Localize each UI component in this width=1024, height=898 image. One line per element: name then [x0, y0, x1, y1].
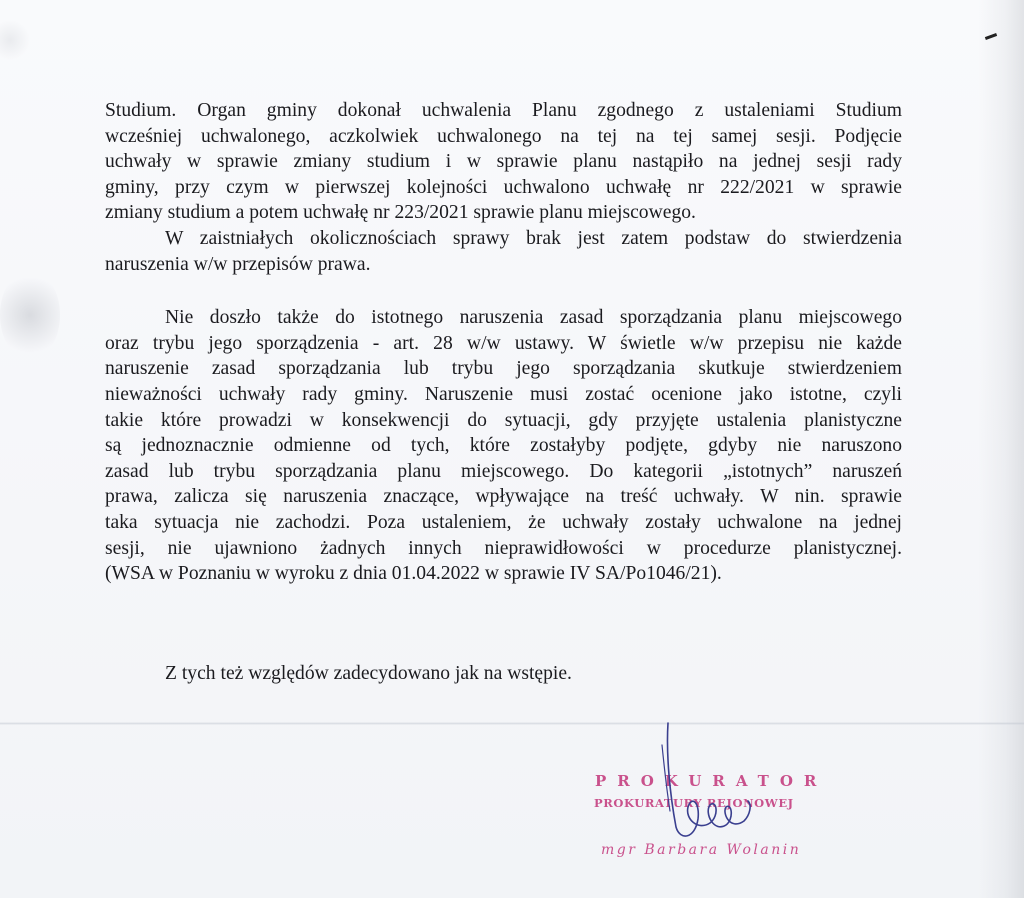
scan-smudge — [0, 20, 30, 60]
text-line: gminy, przy czym w pierwszej kolejności uchwalono uchwałę nr 222/2021 w sprawie — [105, 176, 902, 198]
stamp-name: mgr Barbara Wolanin — [601, 842, 802, 858]
text-line: Nie doszło także do istotnego naruszenia zasad sporządzania planu miejscowego — [165, 307, 902, 329]
closing-sentence: Z tych też względów zadecydowano jak na wstępie. — [165, 663, 572, 684]
paper-fold-line — [0, 722, 1024, 725]
text-line: uchwały w sprawie zmiany studium i w sprawie planu nastąpiło na jednej sesji rady — [105, 151, 902, 173]
text-line: oraz trybu jego sporządzenia - art. 28 w/w ustawy. W świetle w/w przepisu nie każde — [105, 332, 902, 354]
text-line: naruszenie zasad sporządzania lub trybu jego sporządzania skutkuje stwierdzeniem — [105, 358, 902, 380]
text-line: nieważności uchwały rady gminy. Naruszenie musi zostać ocenione jako istotne, czyli — [105, 383, 902, 405]
text-line: takie które prowadzi w konsekwencji do sytuacji, gdy przyjęte ustalenia planistyczne — [105, 409, 902, 431]
handwritten-signature — [640, 715, 780, 845]
scan-smudge — [0, 270, 60, 360]
paragraph-conclusion — [105, 226, 902, 277]
text-line: wcześniej uchwalonego, aczkolwiek uchwalonego na tej na tej samej sesji. Podjęcie — [105, 125, 902, 147]
stamp-office: PROKURATURY REJONOWEJ — [594, 796, 794, 810]
text-line: W zaistniałych okolicznościach sprawy brak jest zatem podstaw do stwierdzenia — [165, 227, 902, 249]
page-edge-shadow — [978, 0, 1024, 898]
paragraph-studium — [105, 98, 902, 226]
signature-stroke — [667, 723, 750, 836]
text-line: są jednoznacznie odmienne od tych, które zostałyby podjęte, gdyby nie naruszono — [105, 435, 902, 457]
text-line: naruszenia w/w przepisów prawa. — [105, 253, 371, 275]
text-line: (WSA w Poznaniu w wyroku z dnia 01.04.2022 w sprawie IV SA/Po1046/21). — [105, 563, 722, 585]
stamp-title: PROKURATOR — [595, 772, 828, 790]
text-line: sesji, nie ujawniono żadnych innych nieprawidłowości w procedurze planistycznej. — [105, 537, 902, 559]
text-line: prawa, zalicza się naruszenia znaczące, wpływające na treść uchwały. W nin. sprawie — [105, 486, 902, 508]
text-line: zmiany studium a potem uchwałę nr 223/2021 sprawie planu miejscowego. — [105, 202, 696, 224]
paragraph-naruszenie — [105, 305, 902, 587]
text-line: Studium. Organ gminy dokonał uchwalenia Planu zgodnego z ustaleniami Studium — [105, 100, 902, 121]
document-body — [105, 98, 902, 587]
text-line: zasad lub trybu sporządzania planu miejscowego. Do kategorii „istotnych” naruszeń — [105, 460, 902, 482]
text-line: taka sytuacja nie zachodzi. Poza ustaleniem, że uchwały zostały uchwalone na jednej — [105, 511, 902, 533]
